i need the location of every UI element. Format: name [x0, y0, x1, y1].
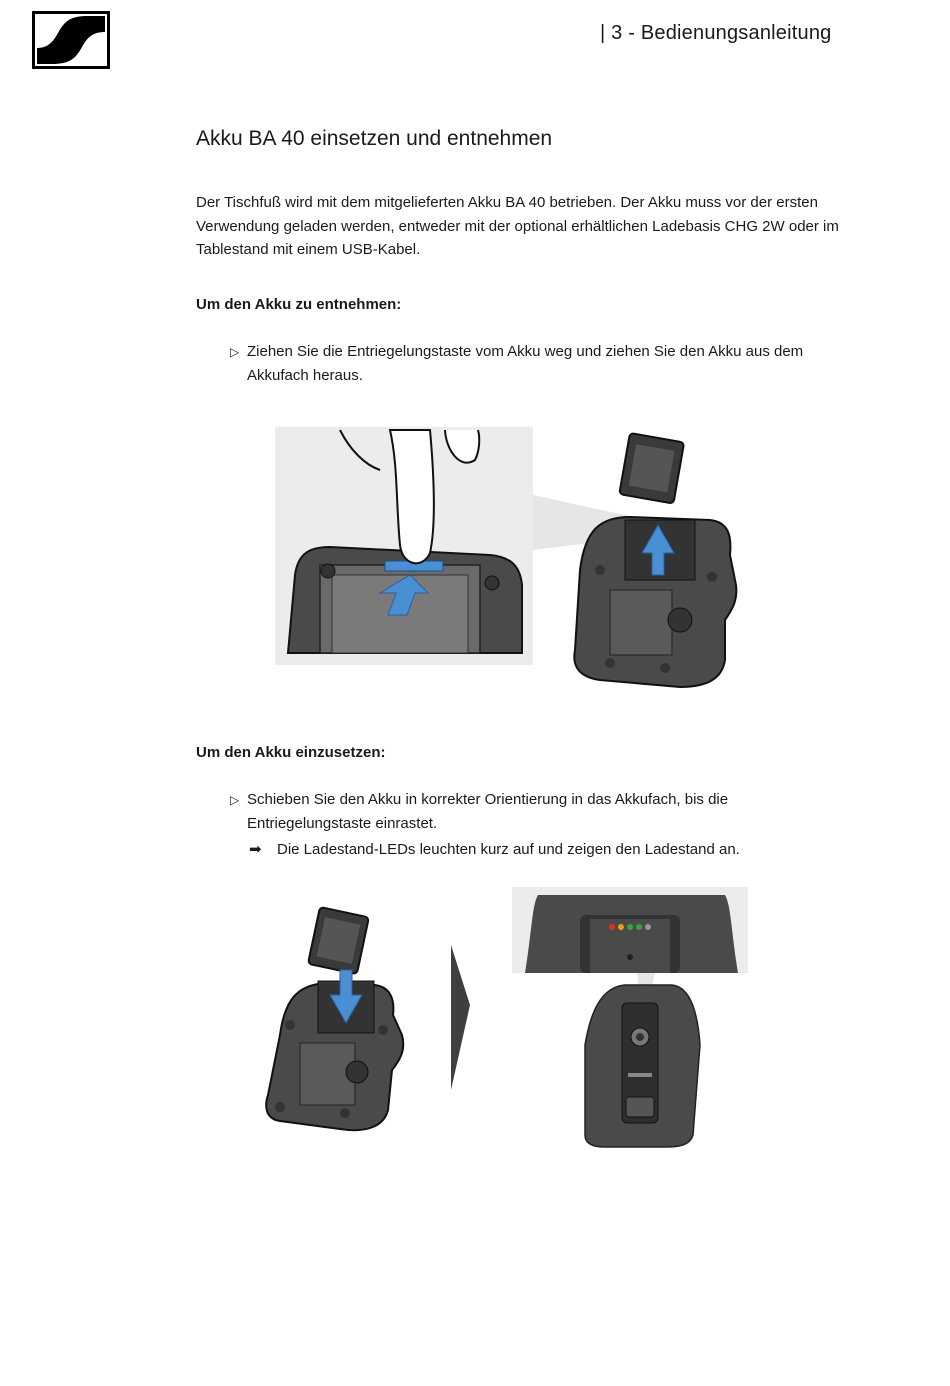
insert-step [230, 788, 840, 835]
triangle-right-icon: ▷ [230, 793, 240, 807]
intro-paragraph: Der Tischfuß wird mit dem mitgelieferten Akku BA 40 betrieben. Der Akku muss vor der ersten Verwendung geladen werden, entweder mit der optional erhältlichen Ladebasis CHG 2W oder im Tablestand mit einem USB-Kabel. [196, 194, 839, 258]
led-amber [618, 924, 624, 930]
remove-heading: Um den Akku zu entnehmen: [196, 296, 402, 313]
insert-step-text: Schieben Sie den Akku in korrekter Orientierung in das Akkufach, bis die Entriegelungstaste einrastet. [247, 791, 729, 832]
remove-step [230, 340, 840, 387]
remove-battery-illustration [270, 425, 750, 695]
insert-heading: Um den Akku einzusetzen: [196, 744, 386, 761]
led-green-1 [627, 924, 633, 930]
insert-battery-illustration [260, 885, 760, 1155]
arrow-right-icon: ➡ [249, 841, 262, 858]
remove-step-text: Ziehen Sie die Entriegelungstaste vom Akku weg und ziehen Sie den Akku aus dem Akkufach heraus. [247, 343, 804, 384]
triangle-right-icon: ▷ [230, 345, 240, 359]
page-title: Akku BA 40 einsetzen und entnehmen [196, 127, 553, 150]
sequence-arrow [451, 945, 470, 1090]
sennheiser-logo [32, 11, 110, 69]
led-green-2 [636, 924, 642, 930]
insert-result [249, 838, 740, 862]
led-red [609, 924, 615, 930]
section-header: | 3 - Bedienungsanleitung [600, 22, 832, 44]
insert-result-text: Die Ladestand-LEDs leuchten kurz auf und zeigen den Ladestand an. [277, 841, 740, 858]
led-off [645, 924, 651, 930]
